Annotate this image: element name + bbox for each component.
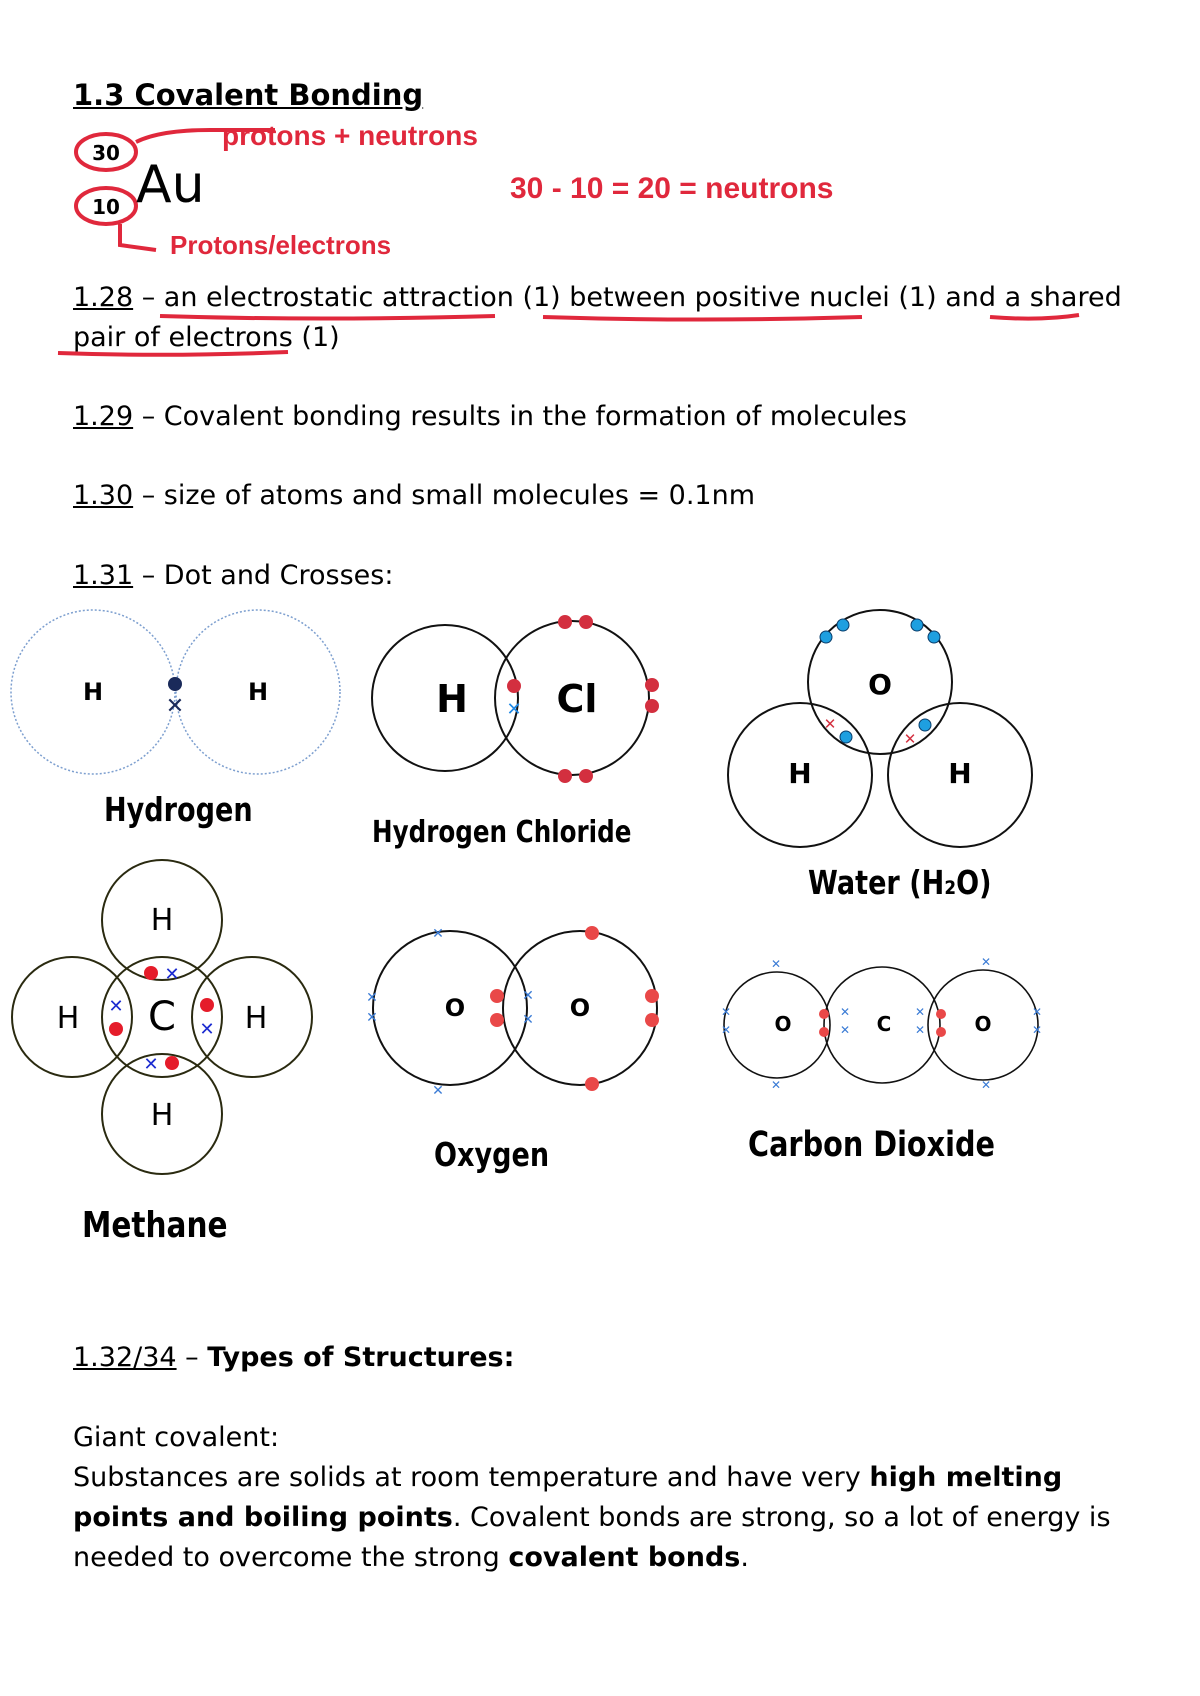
electron-dot [165, 1056, 179, 1070]
mark: (1) [292, 322, 340, 353]
electron-dot [490, 989, 504, 1003]
caption-methane: Methane [82, 1205, 228, 1246]
electron-cross: ✕ [432, 926, 444, 942]
electron-dot [820, 631, 832, 643]
electron-dot [558, 615, 572, 629]
methane-diagram [12, 860, 312, 1174]
electron-cross: ✕ [720, 1005, 732, 1019]
electron-cross: ✕ [980, 1078, 992, 1092]
electron-cross: ✕ [366, 990, 378, 1006]
h-label: H [788, 757, 812, 790]
mark: (1) [513, 282, 570, 313]
water-diagram [728, 610, 1032, 847]
electron-cross: ✕ [770, 957, 782, 971]
point-1-32 [73, 1342, 514, 1373]
electron-dot [837, 619, 849, 631]
giant-line2 [73, 1502, 1111, 1533]
h-label: H [150, 1098, 174, 1133]
page-title: 1.3 Covalent Bonding [73, 78, 424, 112]
c-label: C [148, 994, 176, 1040]
electron-dot [507, 679, 521, 693]
ref-1-32: 1.32/34 [73, 1342, 177, 1373]
electron-cross: ✕ [165, 694, 185, 719]
co2-diagram [721, 955, 1042, 1092]
ref-1-29: 1.29 [73, 401, 134, 432]
giant-text: . Covalent bonds are strong, so a lot of energy is [452, 1502, 1111, 1533]
h-label: H [56, 1001, 80, 1036]
electron-dot [819, 1009, 829, 1019]
electron-cross: ✕ [522, 1012, 534, 1028]
giant-bold: points and boiling points [73, 1502, 453, 1533]
electron-cross: ✕ [506, 699, 522, 720]
mark: (1) and a [889, 282, 1030, 313]
caption-water: Water (H₂O) [808, 863, 992, 902]
electron-dot [490, 1013, 504, 1027]
electron-cross: ✕ [914, 1023, 926, 1037]
electron-dot [645, 699, 659, 713]
electron-cross: ✕ [770, 1078, 782, 1092]
electron-dot [144, 966, 158, 980]
electron-dot [585, 1077, 599, 1091]
h-label: H [436, 677, 468, 721]
o-label: O [569, 994, 591, 1022]
element-symbol: Au [136, 155, 205, 215]
electron-cross: ✕ [903, 730, 917, 748]
electron-dot [840, 731, 852, 743]
o-label: O [444, 994, 466, 1022]
caption-co2: Carbon Dioxide [748, 1125, 996, 1165]
o-label: O [774, 1012, 792, 1036]
oxygen-diagram [366, 926, 659, 1099]
electron-cross: ✕ [839, 1023, 851, 1037]
electron-cross: ✕ [1031, 1005, 1043, 1019]
electron-dot [819, 1027, 829, 1037]
neutron-calc: 30 - 10 = 20 = neutrons [510, 172, 834, 205]
hydrogen-diagram [11, 610, 340, 774]
electron-cross: ✕ [839, 1005, 851, 1019]
mass-number: 30 [92, 141, 120, 165]
electron-dot [585, 926, 599, 940]
electron-cross: ✕ [980, 955, 992, 969]
caption-hcl: Hydrogen Chloride [372, 815, 632, 850]
mass-note: protons + neutrons [222, 120, 478, 151]
hydrogen-atom-label: H [82, 678, 104, 706]
electron-cross: ✕ [199, 1019, 215, 1040]
electron-dot [645, 678, 659, 692]
electron-cross: ✕ [914, 1005, 926, 1019]
atomic-number: 10 [92, 195, 120, 219]
o-label: O [868, 668, 892, 701]
highlight-pair: pair of electrons [73, 322, 293, 353]
ref-1-30: 1.30 [73, 480, 134, 511]
caption-hydrogen: Hydrogen [104, 790, 253, 829]
point-1-29-text: – Covalent bonding results in the formation of molecules [133, 401, 907, 432]
ref-1-28: 1.28 [73, 282, 134, 313]
electron-dot [579, 769, 593, 783]
electron-dot [645, 989, 659, 1003]
o-label: O [974, 1012, 992, 1036]
electron-dot [919, 719, 931, 731]
atomic-number-note: Protons/electrons [170, 230, 392, 260]
giant-bold: high melting [869, 1462, 1063, 1493]
highlight-positive-nuclei: between positive nuclei [569, 282, 890, 313]
highlight-shared: shared [1029, 282, 1122, 313]
giant-text: . [740, 1542, 749, 1573]
structures-heading: Types of Structures: [207, 1342, 515, 1373]
electron-dot [645, 1013, 659, 1027]
hydrogen-atom-label: H [247, 678, 269, 706]
electron-cross: ✕ [366, 1010, 378, 1026]
hcl-diagram [372, 615, 659, 783]
electron-cross: ✕ [1031, 1023, 1043, 1037]
h-label: H [150, 903, 174, 938]
electron-dot [579, 615, 593, 629]
electron-cross: ✕ [108, 996, 124, 1017]
ref-1-31: 1.31 [73, 560, 134, 591]
giant-line1 [73, 1462, 1062, 1493]
giant-line3 [73, 1542, 749, 1573]
giant-bold: covalent bonds [508, 1542, 741, 1573]
cl-label: Cl [556, 677, 598, 721]
electron-dot [168, 677, 182, 691]
point-1-30-text: – size of atoms and small molecules = 0.1nm [133, 480, 756, 511]
electron-cross: ✕ [164, 964, 180, 985]
caption-oxygen: Oxygen [434, 1135, 550, 1174]
electron-cross: ✕ [823, 715, 837, 733]
point-1-31-text: – Dot and Crosses: [133, 560, 394, 591]
dash: – [176, 1342, 208, 1373]
h-label: H [948, 757, 972, 790]
electron-cross: ✕ [522, 988, 534, 1004]
giant-text: needed to overcome the strong [73, 1542, 509, 1573]
electron-dot [928, 631, 940, 643]
electron-dot [558, 769, 572, 783]
electron-cross: ✕ [432, 1083, 444, 1099]
c-label: C [876, 1012, 892, 1036]
highlight-electrostatic: an electrostatic attraction [163, 282, 514, 313]
electron-dot [109, 1022, 123, 1036]
electron-cross: ✕ [143, 1054, 159, 1075]
electron-dot [911, 619, 923, 631]
giant-heading: Giant covalent: [73, 1422, 280, 1453]
dash: – [133, 282, 164, 313]
h-label: H [244, 1001, 268, 1036]
electron-cross: ✕ [720, 1023, 732, 1037]
electron-dot [200, 998, 214, 1012]
electron-dot [936, 1009, 946, 1019]
giant-text: Substances are solids at room temperature and have very [73, 1462, 870, 1493]
electron-dot [936, 1027, 946, 1037]
